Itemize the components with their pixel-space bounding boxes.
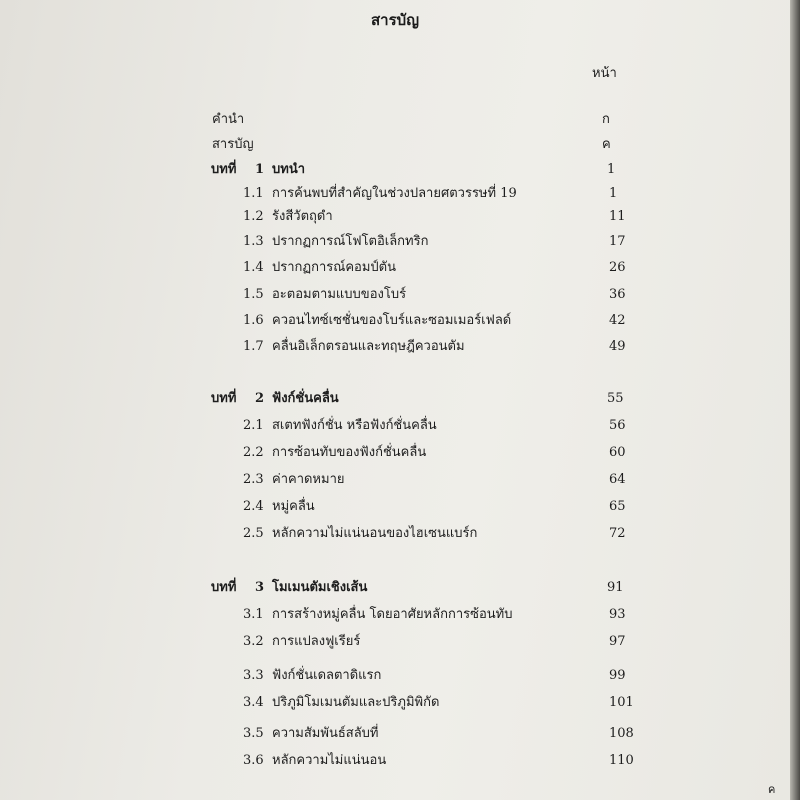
section-number: 1.7: [243, 339, 264, 354]
section-page: 65: [609, 499, 626, 514]
section-page: 110: [609, 753, 634, 768]
toc-section-row: [0, 231, 790, 253]
toc-section-row: [0, 496, 790, 518]
section-page: 26: [609, 260, 626, 275]
section-title: สเตทฟังก์ชั่น หรือฟังก์ชั่นคลื่น: [272, 418, 437, 433]
section-number: 3.1: [243, 607, 264, 622]
section-title: ค่าคาดหมาย: [272, 472, 345, 487]
page-title: สารบัญ: [371, 11, 419, 29]
section-page: 36: [609, 287, 626, 302]
chapter-number: 1: [255, 162, 265, 177]
section-title: ควอนไทซ์เซชั่นของโบร์และซอมเมอร์เฟลด์: [272, 313, 512, 328]
chapter-title: ฟังก์ชั่นคลื่น: [272, 391, 339, 406]
book-spine-edge: [790, 0, 800, 800]
section-page: 99: [609, 668, 626, 683]
toc-front-label: สารบัญ: [212, 137, 254, 152]
toc-section-row: [0, 183, 790, 205]
section-title: ความสัมพันธ์สลับที่: [272, 726, 379, 741]
toc-section-row: [0, 336, 790, 358]
chapter-title: บทนำ: [272, 162, 306, 177]
section-page: 42: [609, 313, 626, 328]
page-column-header: หน้า: [592, 66, 617, 81]
toc-section-row: [0, 206, 790, 228]
toc-section-row: [0, 469, 790, 491]
section-number: 2.3: [243, 472, 264, 487]
section-title: รังสีวัตถุดำ: [272, 209, 333, 224]
toc-section-row: [0, 284, 790, 306]
toc-section-row: [0, 257, 790, 279]
page-number-mark: ค: [768, 783, 776, 796]
section-page: 93: [609, 607, 626, 622]
section-title: ปรากฏการณ์คอมป์ตัน: [272, 260, 397, 275]
section-title: หลักความไม่แน่นอน: [272, 753, 387, 768]
toc-section-row: [0, 723, 790, 745]
section-page: 108: [609, 726, 634, 741]
chapter-number: 2: [255, 391, 265, 406]
chapter-label: บทที่: [211, 162, 237, 177]
section-title: ปรากฏการณ์โฟโตอิเล็กทริก: [272, 234, 429, 249]
section-page: 1: [609, 186, 618, 201]
toc-section-row: [0, 692, 790, 714]
section-title: คลื่นอิเล็กตรอนและทฤษฎีควอนตัม: [272, 339, 465, 354]
section-title: หลักความไม่แน่นอนของไฮเซนแบร์ก: [272, 526, 478, 541]
chapter-page: 1: [607, 162, 616, 177]
chapter-label: บทที่: [211, 580, 237, 595]
section-number: 3.4: [243, 695, 264, 710]
section-number: 1.2: [243, 209, 264, 224]
section-number: 1.1: [243, 186, 264, 201]
section-number: 2.1: [243, 418, 264, 433]
toc-front-row: [0, 109, 790, 131]
section-title: การแปลงฟูเรียร์: [272, 634, 361, 649]
toc-front-page: ค: [602, 137, 611, 152]
section-page: 56: [609, 418, 626, 433]
toc-section-row: [0, 415, 790, 437]
chapter-page: 55: [607, 391, 624, 406]
section-title: การค้นพบที่สำคัญในช่วงปลายศตวรรษที่ 19: [272, 186, 517, 201]
section-page: 72: [609, 526, 626, 541]
section-page: 97: [609, 634, 626, 649]
section-page: 11: [609, 209, 626, 224]
section-title: การสร้างหมู่คลื่น โดยอาศัยหลักการซ้อนทับ: [272, 607, 513, 622]
chapter-page: 91: [607, 580, 624, 595]
toc-section-row: [0, 523, 790, 545]
section-number: 1.3: [243, 234, 264, 249]
section-title: อะตอมตามแบบของโบร์: [272, 287, 407, 302]
chapter-label: บทที่: [211, 391, 237, 406]
toc-chapter-row: [0, 159, 790, 181]
section-number: 1.5: [243, 287, 264, 302]
section-number: 3.5: [243, 726, 264, 741]
toc-chapter-row: [0, 388, 790, 410]
section-title: ปริภูมิโมเมนตัมและปริภูมิพิกัด: [272, 695, 440, 710]
section-title: ฟังก์ชั่นเดลตาดิแรก: [272, 668, 382, 683]
section-page: 60: [609, 445, 626, 460]
section-number: 1.4: [243, 260, 264, 275]
section-title: หมู่คลื่น: [272, 499, 315, 514]
section-title: การซ้อนทับของฟังก์ชั่นคลื่น: [272, 445, 427, 460]
toc-front-page: ก: [602, 112, 610, 127]
toc-section-row: [0, 604, 790, 626]
section-number: 3.2: [243, 634, 264, 649]
section-page: 17: [609, 234, 626, 249]
section-page: 101: [609, 695, 634, 710]
section-number: 2.2: [243, 445, 264, 460]
toc-section-row: [0, 750, 790, 772]
toc-section-row: [0, 310, 790, 332]
section-page: 49: [609, 339, 626, 354]
chapter-number: 3: [255, 580, 265, 595]
toc-section-row: [0, 631, 790, 653]
chapter-title: โมเมนตัมเชิงเส้น: [272, 580, 368, 595]
toc-chapter-row: [0, 577, 790, 599]
section-number: 1.6: [243, 313, 264, 328]
section-number: 3.3: [243, 668, 264, 683]
section-page: 64: [609, 472, 626, 487]
section-number: 2.4: [243, 499, 264, 514]
toc-front-label: คำนำ: [212, 112, 245, 127]
toc-section-row: [0, 442, 790, 464]
toc-section-row: [0, 665, 790, 687]
section-number: 2.5: [243, 526, 264, 541]
section-number: 3.6: [243, 753, 264, 768]
toc-front-row: [0, 134, 790, 156]
